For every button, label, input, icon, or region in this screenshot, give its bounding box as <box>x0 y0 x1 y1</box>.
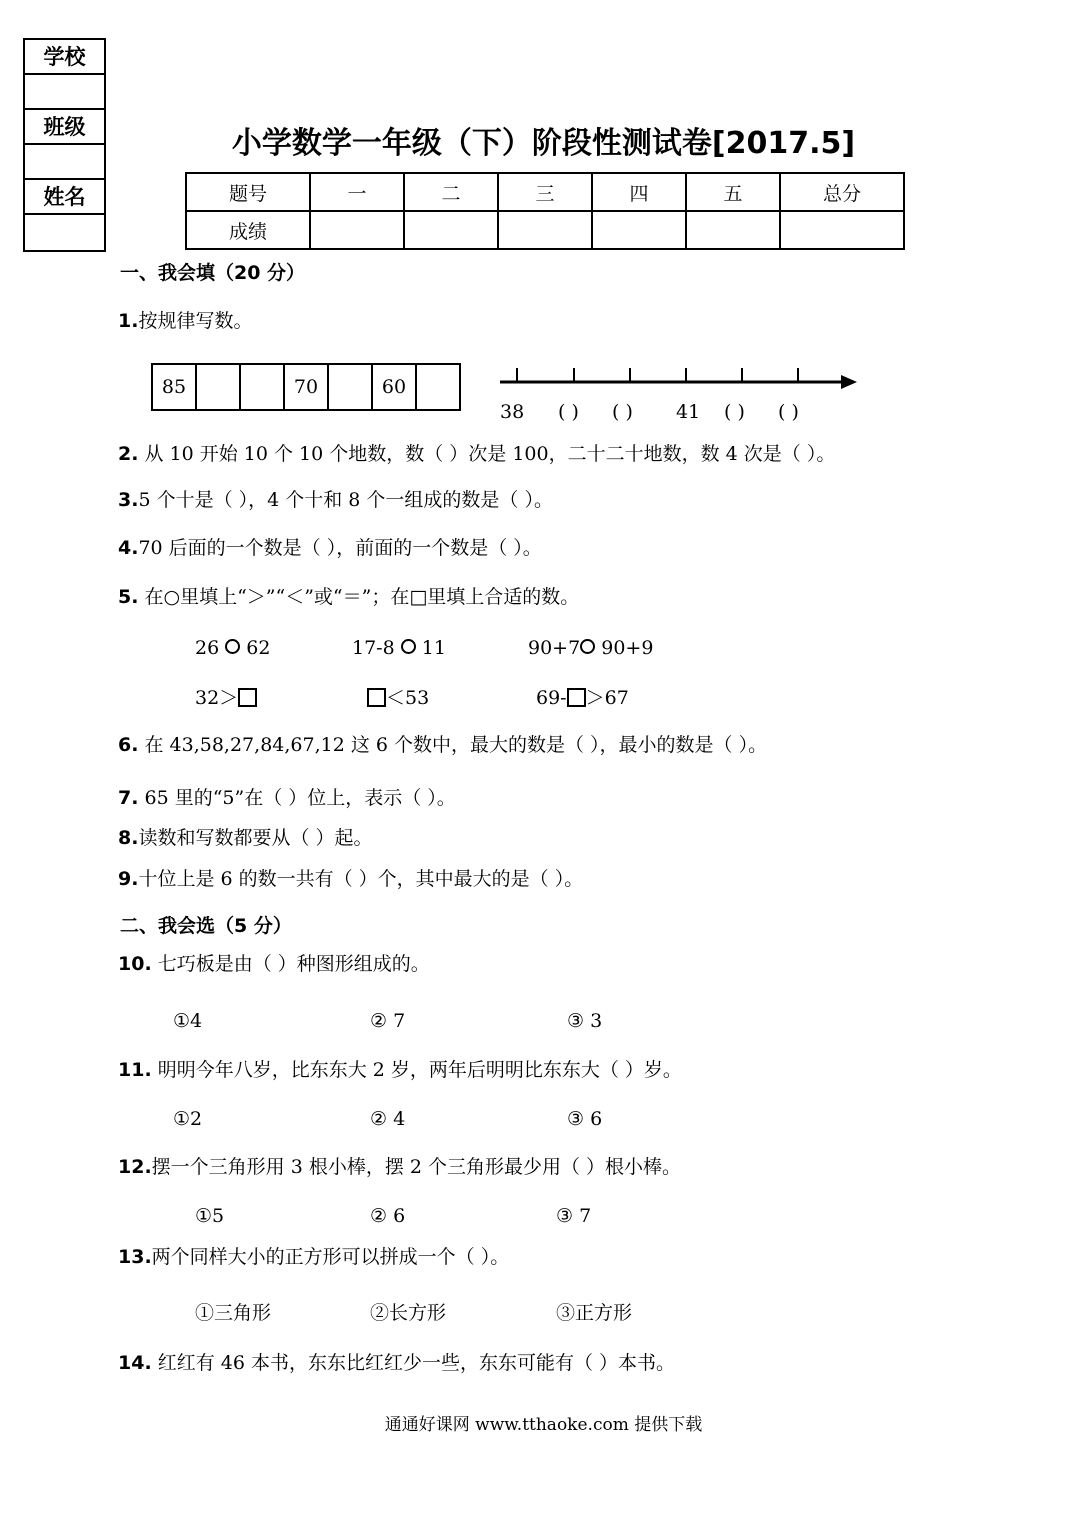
question-11 <box>118 1057 682 1083</box>
question-4 <box>118 535 542 561</box>
question-text: 红红有 46 本书，东东比红红少一些，东东可能有（ ）本书。 <box>157 1352 676 1374</box>
score-header: 一 <box>310 173 404 211</box>
question-number: 13. <box>118 1246 152 1268</box>
section-heading: 一、我会填（20 分） <box>120 262 306 284</box>
sequence-box[interactable] <box>240 364 284 410</box>
number-line-label: 41 <box>676 401 701 423</box>
score-cell[interactable] <box>404 211 498 249</box>
question-number: 10. <box>118 953 152 975</box>
question-number: 7. <box>118 787 139 809</box>
option[interactable]: ①三角形 <box>195 1302 272 1324</box>
question-text: 读数和写数都要从（ ）起。 <box>138 827 373 849</box>
score-header: 总分 <box>780 173 904 211</box>
compare-item <box>352 635 446 661</box>
option[interactable]: ①5 <box>195 1205 225 1227</box>
question-9 <box>118 866 583 892</box>
compare-item <box>528 635 653 661</box>
question-text: 70 后面的一个数是（ ），前面的一个数是（ ）。 <box>138 537 542 559</box>
sequence-box[interactable] <box>196 364 240 410</box>
fill-right: ＞67 <box>585 687 629 709</box>
school-field[interactable] <box>25 75 104 110</box>
question-1 <box>118 308 252 334</box>
question-text: 在○里填上“＞”“＜”或“＝”；在□里填上合适的数。 <box>144 586 580 608</box>
option[interactable]: ①2 <box>173 1108 203 1130</box>
compare-right: 62 <box>246 637 271 659</box>
number-line-blank[interactable]: ( ) <box>724 401 745 423</box>
score-header: 四 <box>592 173 686 211</box>
compare-item <box>195 635 270 661</box>
score-header-row <box>186 173 904 211</box>
question-14 <box>118 1350 675 1376</box>
compare-left: 17-8 <box>352 637 395 659</box>
question-number: 8. <box>118 827 139 849</box>
option[interactable]: ①4 <box>173 1010 203 1032</box>
option[interactable]: ②长方形 <box>370 1302 447 1324</box>
question-text: 5 个十是（ ），4 个十和 8 个一组成的数是（ ）。 <box>138 489 553 511</box>
sequence-box[interactable]: 85 <box>152 364 196 410</box>
square-blank[interactable] <box>367 688 386 707</box>
page-title: 小学数学一年级（下）阶段性测试卷[2017.5] <box>231 126 856 161</box>
score-table <box>185 172 905 250</box>
score-cell[interactable] <box>686 211 780 249</box>
score-header: 三 <box>498 173 592 211</box>
question-5 <box>118 584 579 610</box>
school-label: 学校 <box>25 40 104 75</box>
sequence-box[interactable]: 70 <box>284 364 328 410</box>
question-8 <box>118 825 373 851</box>
question-number: 4. <box>118 537 139 559</box>
question-text: 明明今年八岁，比东东大 2 岁，两年后明明比东东大（ ）岁。 <box>157 1059 682 1081</box>
score-cell[interactable] <box>310 211 404 249</box>
circle-blank[interactable] <box>225 639 240 654</box>
name-label: 姓名 <box>25 180 104 215</box>
option[interactable]: ③ 7 <box>556 1205 592 1227</box>
score-row <box>186 211 904 249</box>
question-6 <box>118 732 767 758</box>
option[interactable]: ② 4 <box>370 1108 406 1130</box>
question-2 <box>118 441 835 467</box>
question-text: 按规律写数。 <box>138 310 253 332</box>
fill-left: 32＞ <box>195 687 239 709</box>
question-number: 9. <box>118 868 139 890</box>
fill-right: ＜53 <box>386 687 430 709</box>
fill-item <box>536 685 629 711</box>
question-text: 在 43,58,27,84,67,12 这 6 个数中，最大的数是（ ），最小的数是（ ）。 <box>144 734 768 756</box>
sequence-box[interactable] <box>328 364 372 410</box>
fill-item <box>195 685 257 711</box>
score-cell[interactable] <box>780 211 904 249</box>
compare-right: 90+9 <box>601 637 654 659</box>
question-number: 6. <box>118 734 139 756</box>
question-text: 从 10 开始 10 个 10 个地数，数（ ）次是 100，二十二十地数，数 4 次是（ ）。 <box>144 443 836 465</box>
question-number: 5. <box>118 586 139 608</box>
arrow-head-icon <box>841 375 857 389</box>
circle-blank[interactable] <box>580 639 595 654</box>
number-line-blank[interactable]: ( ) <box>558 401 579 423</box>
question-13 <box>118 1244 509 1270</box>
question-text: 七巧板是由（ ）种图形组成的。 <box>157 953 430 975</box>
name-field[interactable] <box>25 215 104 250</box>
sequence-box[interactable] <box>416 364 460 410</box>
question-number: 1. <box>118 310 139 332</box>
question-text: 摆一个三角形用 3 根小棒，摆 2 个三角形最少用（ ）根小棒。 <box>151 1156 682 1178</box>
question-7 <box>118 785 456 811</box>
square-blank[interactable] <box>238 688 257 707</box>
number-line-blank[interactable]: ( ) <box>778 401 799 423</box>
fill-item <box>367 685 429 711</box>
question-number: 12. <box>118 1156 152 1178</box>
number-line-blank[interactable]: ( ) <box>612 401 633 423</box>
question-10 <box>118 951 430 977</box>
section-heading: 二、我会选（5 分） <box>120 915 292 937</box>
number-line <box>495 365 865 395</box>
option[interactable]: ③ 6 <box>567 1108 603 1130</box>
question-12 <box>118 1154 681 1180</box>
option[interactable]: ③ 3 <box>567 1010 603 1032</box>
number-line-label: 38 <box>500 401 525 423</box>
score-header: 题号 <box>186 173 310 211</box>
option[interactable]: ② 6 <box>370 1205 406 1227</box>
score-header: 二 <box>404 173 498 211</box>
sequence-box[interactable]: 60 <box>372 364 416 410</box>
score-cell[interactable] <box>592 211 686 249</box>
question-number: 11. <box>118 1059 152 1081</box>
circle-blank[interactable] <box>401 639 416 654</box>
question-text: 十位上是 6 的数一共有（ ）个，其中最大的是（ ）。 <box>138 868 584 890</box>
question-number: 2. <box>118 443 139 465</box>
option[interactable]: ② 7 <box>370 1010 406 1032</box>
question-text: 65 里的“5”在（ ）位上，表示（ ）。 <box>144 787 456 809</box>
score-cell[interactable] <box>498 211 592 249</box>
compare-right: 11 <box>421 637 446 659</box>
score-row-label: 成绩 <box>186 211 310 249</box>
option[interactable]: ③正方形 <box>556 1302 633 1324</box>
footer-credit: 通通好课网 www.tthaoke.com 提供下载 <box>384 1415 703 1435</box>
sequence-boxes <box>151 363 461 411</box>
score-header: 五 <box>686 173 780 211</box>
class-label: 班级 <box>25 110 104 145</box>
fill-left: 69- <box>536 687 567 709</box>
compare-left: 26 <box>195 637 220 659</box>
square-blank[interactable] <box>567 688 586 707</box>
question-number: 3. <box>118 489 139 511</box>
compare-left: 90+7 <box>528 637 581 659</box>
question-text: 两个同样大小的正方形可以拼成一个（ ）。 <box>151 1246 510 1268</box>
question-3 <box>118 487 553 513</box>
question-number: 14. <box>118 1352 152 1374</box>
